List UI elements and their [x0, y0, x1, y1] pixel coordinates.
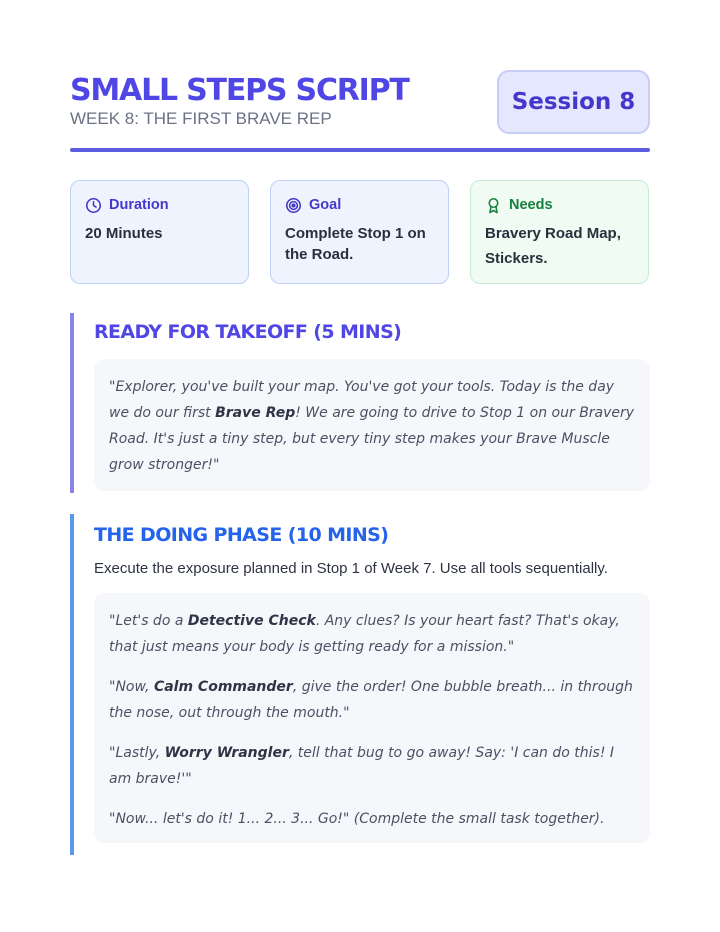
session-badge: Session 8: [497, 70, 650, 134]
script-quote-emphasis: Calm Commander: [153, 679, 293, 695]
page-subtitle: WEEK 8: THE FIRST BRAVE REP: [70, 109, 332, 128]
section-intro: Execute the exposure planned in Stop 1 of Week 7. Use all tools sequentially.: [94, 560, 608, 577]
info-card-label: Goal: [309, 197, 342, 213]
section-ready-for-takeoff: [70, 313, 650, 493]
clock-icon: [85, 197, 102, 214]
script-quote: "Now, Calm Commander, give the order! One bubble breath... in through the nose, out through the mouth.": [109, 679, 633, 721]
script-quote-box: [94, 359, 650, 491]
target-icon: [285, 197, 302, 214]
script-quote-emphasis: Brave Rep: [215, 405, 296, 421]
info-card-value: 20 Minutes: [85, 225, 163, 242]
page-title: SMALL STEPS SCRIPT: [70, 73, 409, 108]
script-quote-emphasis: Detective Check: [187, 613, 316, 629]
info-card-value: Bravery Road Map, Stickers.: [485, 225, 621, 267]
script-quote: "Now... let's do it! 1... 2... 3... Go!" (Complete the small task together).: [109, 811, 605, 827]
page-header: [70, 70, 650, 152]
info-card-label: Needs: [509, 197, 553, 213]
info-card-goal: [270, 180, 449, 284]
info-card-duration: [70, 180, 249, 284]
info-card-needs: [470, 180, 649, 284]
header-divider: [70, 148, 650, 152]
script-quote: "Lastly, Worry Wrangler, tell that bug to go away! Say: 'I can do this! I am brave!'": [109, 745, 615, 787]
script-quote: "Explorer, you've built your map. You've got your tools. Today is the day we do our first Brave Rep! We are going to drive to Stop 1 on our Bravery Road. It's just a tiny step, but every tiny step makes your Brave Muscle grow stronger!": [109, 379, 635, 473]
script-quote-box: [94, 593, 650, 843]
section-accent-bar: [70, 514, 74, 855]
section-title: THE DOING PHASE (10 MINS): [94, 524, 389, 546]
script-quote-emphasis: Worry Wrangler: [164, 745, 289, 761]
section-title: READY FOR TAKEOFF (5 MINS): [94, 321, 402, 343]
section-doing-phase: [70, 514, 650, 855]
info-card-value: Complete Stop 1 on the Road.: [285, 225, 426, 263]
info-card-label: Duration: [109, 197, 169, 213]
script-quote: "Let's do a Detective Check. Any clues? Is your heart fast? That's okay, that just means your body is getting ready for a mission.": [109, 613, 620, 655]
award-icon: [485, 197, 502, 214]
section-accent-bar: [70, 313, 74, 493]
